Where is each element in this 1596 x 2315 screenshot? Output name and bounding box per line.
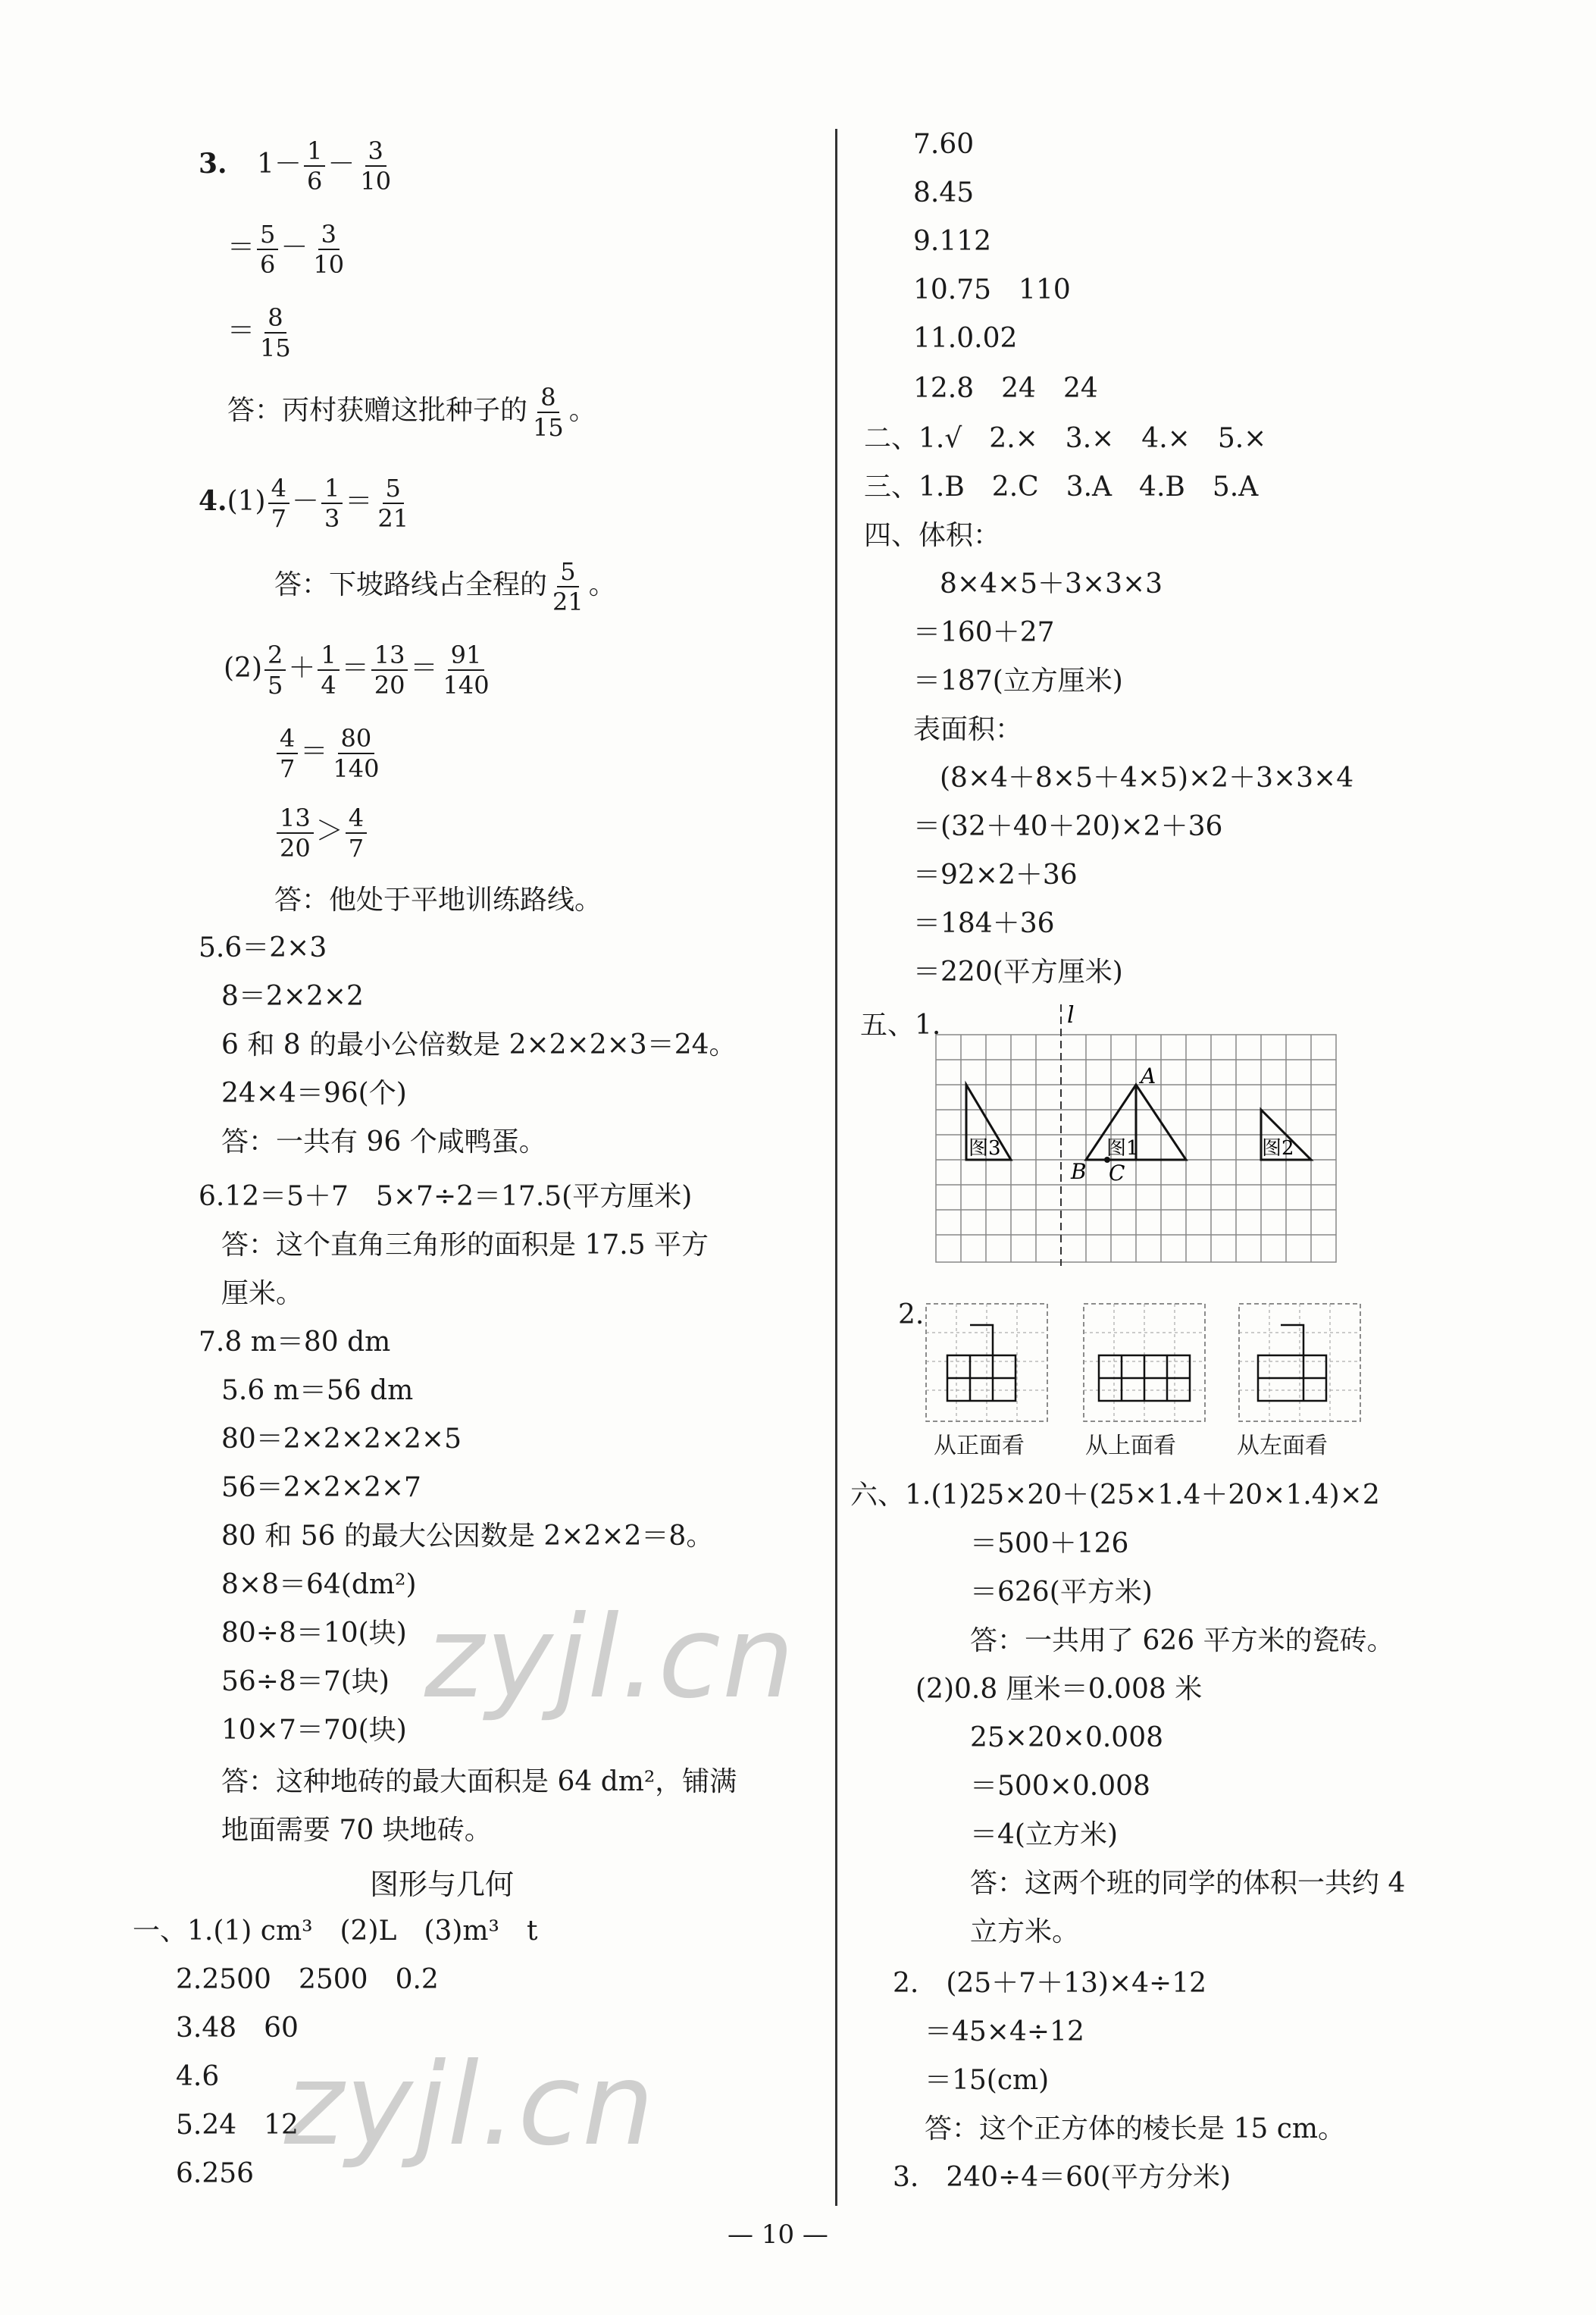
q4-line: $\frac{4}{7}$ ＝ $\frac{80}{140}$: [274, 724, 384, 783]
q6-answer: 答：这个直角三角形的面积是 17.5 平方: [221, 1230, 709, 1261]
six-line: ＝500×0.008: [970, 1771, 1150, 1802]
watermark: zyjl.cn: [424, 1592, 796, 1724]
six-line: 25×20×0.008: [970, 1722, 1164, 1753]
view-frames: [926, 1304, 1360, 1421]
q4-answer1: 答：下坡路线占全程的 $\frac{5}{21}$ 。: [274, 557, 616, 616]
q6-line: 6.12＝5＋7 5×7÷2＝17.5(平方厘米): [199, 1181, 693, 1212]
q3-answer: 答：丙村获赠这批种子的 $\frac{8}{15}$ 。: [227, 383, 596, 442]
volume-heading: 四、体积：: [864, 520, 1001, 551]
surface-line: ＝184＋36: [913, 908, 1055, 939]
surface-line: (8×4＋8×5＋4×5)×2＋3×3×4: [940, 763, 1354, 794]
answer-line: 8.45: [913, 177, 975, 208]
column-divider: [835, 129, 837, 2206]
geometry-line: 6.256: [176, 2158, 255, 2189]
q7-line: 7.8 m＝80 dm: [199, 1327, 391, 1358]
q7-answer: 答：这种地砖的最大面积是 64 dm²，铺满: [221, 1766, 737, 1797]
volume-line: 8×4×5＋3×3×3: [940, 569, 1163, 600]
q7-line: 80 和 56 的最大公因数是 2×2×2＝8。: [221, 1521, 714, 1552]
q7-line: 5.6 m＝56 dm: [221, 1375, 414, 1406]
q5-line: 6 和 8 的最小公倍数是 2×2×2×3＝24。: [221, 1029, 737, 1060]
q3-number: 3.: [199, 148, 227, 180]
surface-line: ＝220(平方厘米): [913, 957, 1123, 988]
surface-heading: 表面积：: [913, 714, 1023, 745]
left-view: [1258, 1325, 1326, 1401]
grid-figure: [928, 1004, 1353, 1266]
six-answer: 答：一共用了 626 平方米的瓷砖。: [970, 1625, 1394, 1656]
volume-line: ＝160＋27: [913, 617, 1055, 648]
label-fig1: 图1: [1106, 1137, 1139, 1160]
q7-line: 56÷8＝7(块): [221, 1666, 390, 1697]
watermark: zyjl.cn: [284, 2039, 656, 2171]
six-line: ＝4(立方米): [970, 1819, 1118, 1850]
geometry-line: 一、1.(1) cm³ (2)L (3)m³ t: [133, 1916, 538, 1947]
q4-part2: (2) $\frac{2}{5}$ ＋ $\frac{1}{4}$ ＝ $\frac{13}{20}$ ＝ $\frac{91}{140}$: [224, 641, 490, 700]
page-number: — 10 —: [728, 2219, 828, 2250]
section5-q1-label: 五、1.: [860, 1010, 941, 1041]
answer-line: 12.8 24 24: [913, 373, 1098, 404]
q3-line3: ＝ $\frac{8}{15}$: [227, 303, 291, 362]
top-view: [1099, 1355, 1190, 1401]
six-line: 六、1.(1)25×20＋(25×1.4＋20×1.4)×2: [850, 1480, 1380, 1511]
answer-line: 11.0.02: [913, 323, 1018, 354]
label-fig2: 图2: [1262, 1137, 1294, 1160]
geometry-line: 4.6: [176, 2061, 220, 2092]
label-b: B: [1071, 1159, 1087, 1184]
q4-part1: 4.(1) $\frac{4}{7}$ － $\frac{1}{3}$ ＝ $\frac{5}{21}$: [199, 474, 409, 533]
q7-answer: 地面需要 70 块地砖。: [221, 1815, 492, 1846]
surface-line: ＝(32＋40＋20)×2＋36: [913, 811, 1223, 842]
axis-label-l: l: [1067, 1004, 1075, 1029]
six-line: ＝45×4÷12: [925, 2016, 1084, 2047]
judge-answers: 二、1.√ 2.× 3.× 4.× 5.×: [864, 423, 1267, 454]
six-line: ＝500＋126: [970, 1528, 1129, 1559]
fraction: $\frac{3}{10}$: [360, 136, 392, 196]
choice-answers: 三、1.B 2.C 3.A 4.B 5.A: [864, 471, 1259, 503]
view-caption-left: 从左面看: [1237, 1433, 1328, 1459]
q6-answer: 厘米。: [221, 1278, 304, 1309]
volume-line: ＝187(立方厘米): [913, 666, 1123, 697]
surface-line: ＝92×2＋36: [913, 860, 1078, 891]
q4-compare: $\frac{13}{20}$ ＞ $\frac{4}{7}$: [274, 804, 369, 863]
geometry-line: 3.48 60: [176, 2013, 299, 2044]
six-answer: 立方米。: [970, 1916, 1080, 1947]
q5-line: 8＝2×2×2: [221, 981, 364, 1012]
q7-line: 10×7＝70(块): [221, 1715, 407, 1746]
front-view: [947, 1325, 1015, 1401]
fraction: $\frac{1}{6}$: [304, 136, 325, 196]
q7-line: 8×8＝64(dm²): [221, 1569, 417, 1600]
six-line: 3. 240÷4＝60(平方分米): [893, 2162, 1231, 2193]
view-caption-front: 从正面看: [934, 1433, 1025, 1459]
section-title: 图形与几何: [370, 1868, 515, 1901]
label-fig3: 图3: [969, 1137, 1001, 1160]
label-c: C: [1109, 1161, 1125, 1186]
q5-line: 24×4＝96(个): [221, 1078, 407, 1109]
q3-line2: ＝ $\frac{5}{6}$ － $\frac{3}{10}$: [227, 220, 345, 279]
q7-line: 80÷8＝10(块): [221, 1618, 407, 1649]
view-caption-top: 从上面看: [1085, 1433, 1176, 1459]
six-answer: 答：这个正方体的棱长是 15 cm。: [925, 2113, 1345, 2144]
six-line: (2)0.8 厘米＝0.008 米: [915, 1674, 1203, 1705]
q5-answer: 答：一共有 96 个咸鸭蛋。: [221, 1126, 546, 1158]
geometry-line: 2.2500 2500 0.2: [176, 1964, 439, 1995]
geometry-line: 5.24 12: [176, 2110, 299, 2141]
answer-line: 10.75 110: [913, 274, 1071, 305]
label-a: A: [1141, 1064, 1156, 1089]
six-line: ＝626(平方米): [970, 1577, 1153, 1608]
q4-answer2: 答：他处于平地训练路线。: [274, 885, 602, 916]
q7-line: 56＝2×2×2×7: [221, 1472, 421, 1503]
six-answer: 答：这两个班的同学的体积一共约 4: [970, 1868, 1406, 1899]
answer-line: 7.60: [913, 129, 975, 160]
section5-q2-label: 2.: [898, 1299, 925, 1330]
six-line: ＝15(cm): [925, 2065, 1050, 2096]
answer-line: 9.112: [913, 226, 992, 257]
q7-line: 80＝2×2×2×2×5: [221, 1424, 462, 1455]
three-views: [925, 1302, 1379, 1424]
q3-line1: 3. 1－ $\frac{1}{6}$ － $\frac{3}{10}$: [199, 136, 396, 196]
six-line: 2. (25＋7＋13)×4÷12: [893, 1968, 1206, 1999]
q5-line: 5.6＝2×3: [199, 932, 327, 963]
